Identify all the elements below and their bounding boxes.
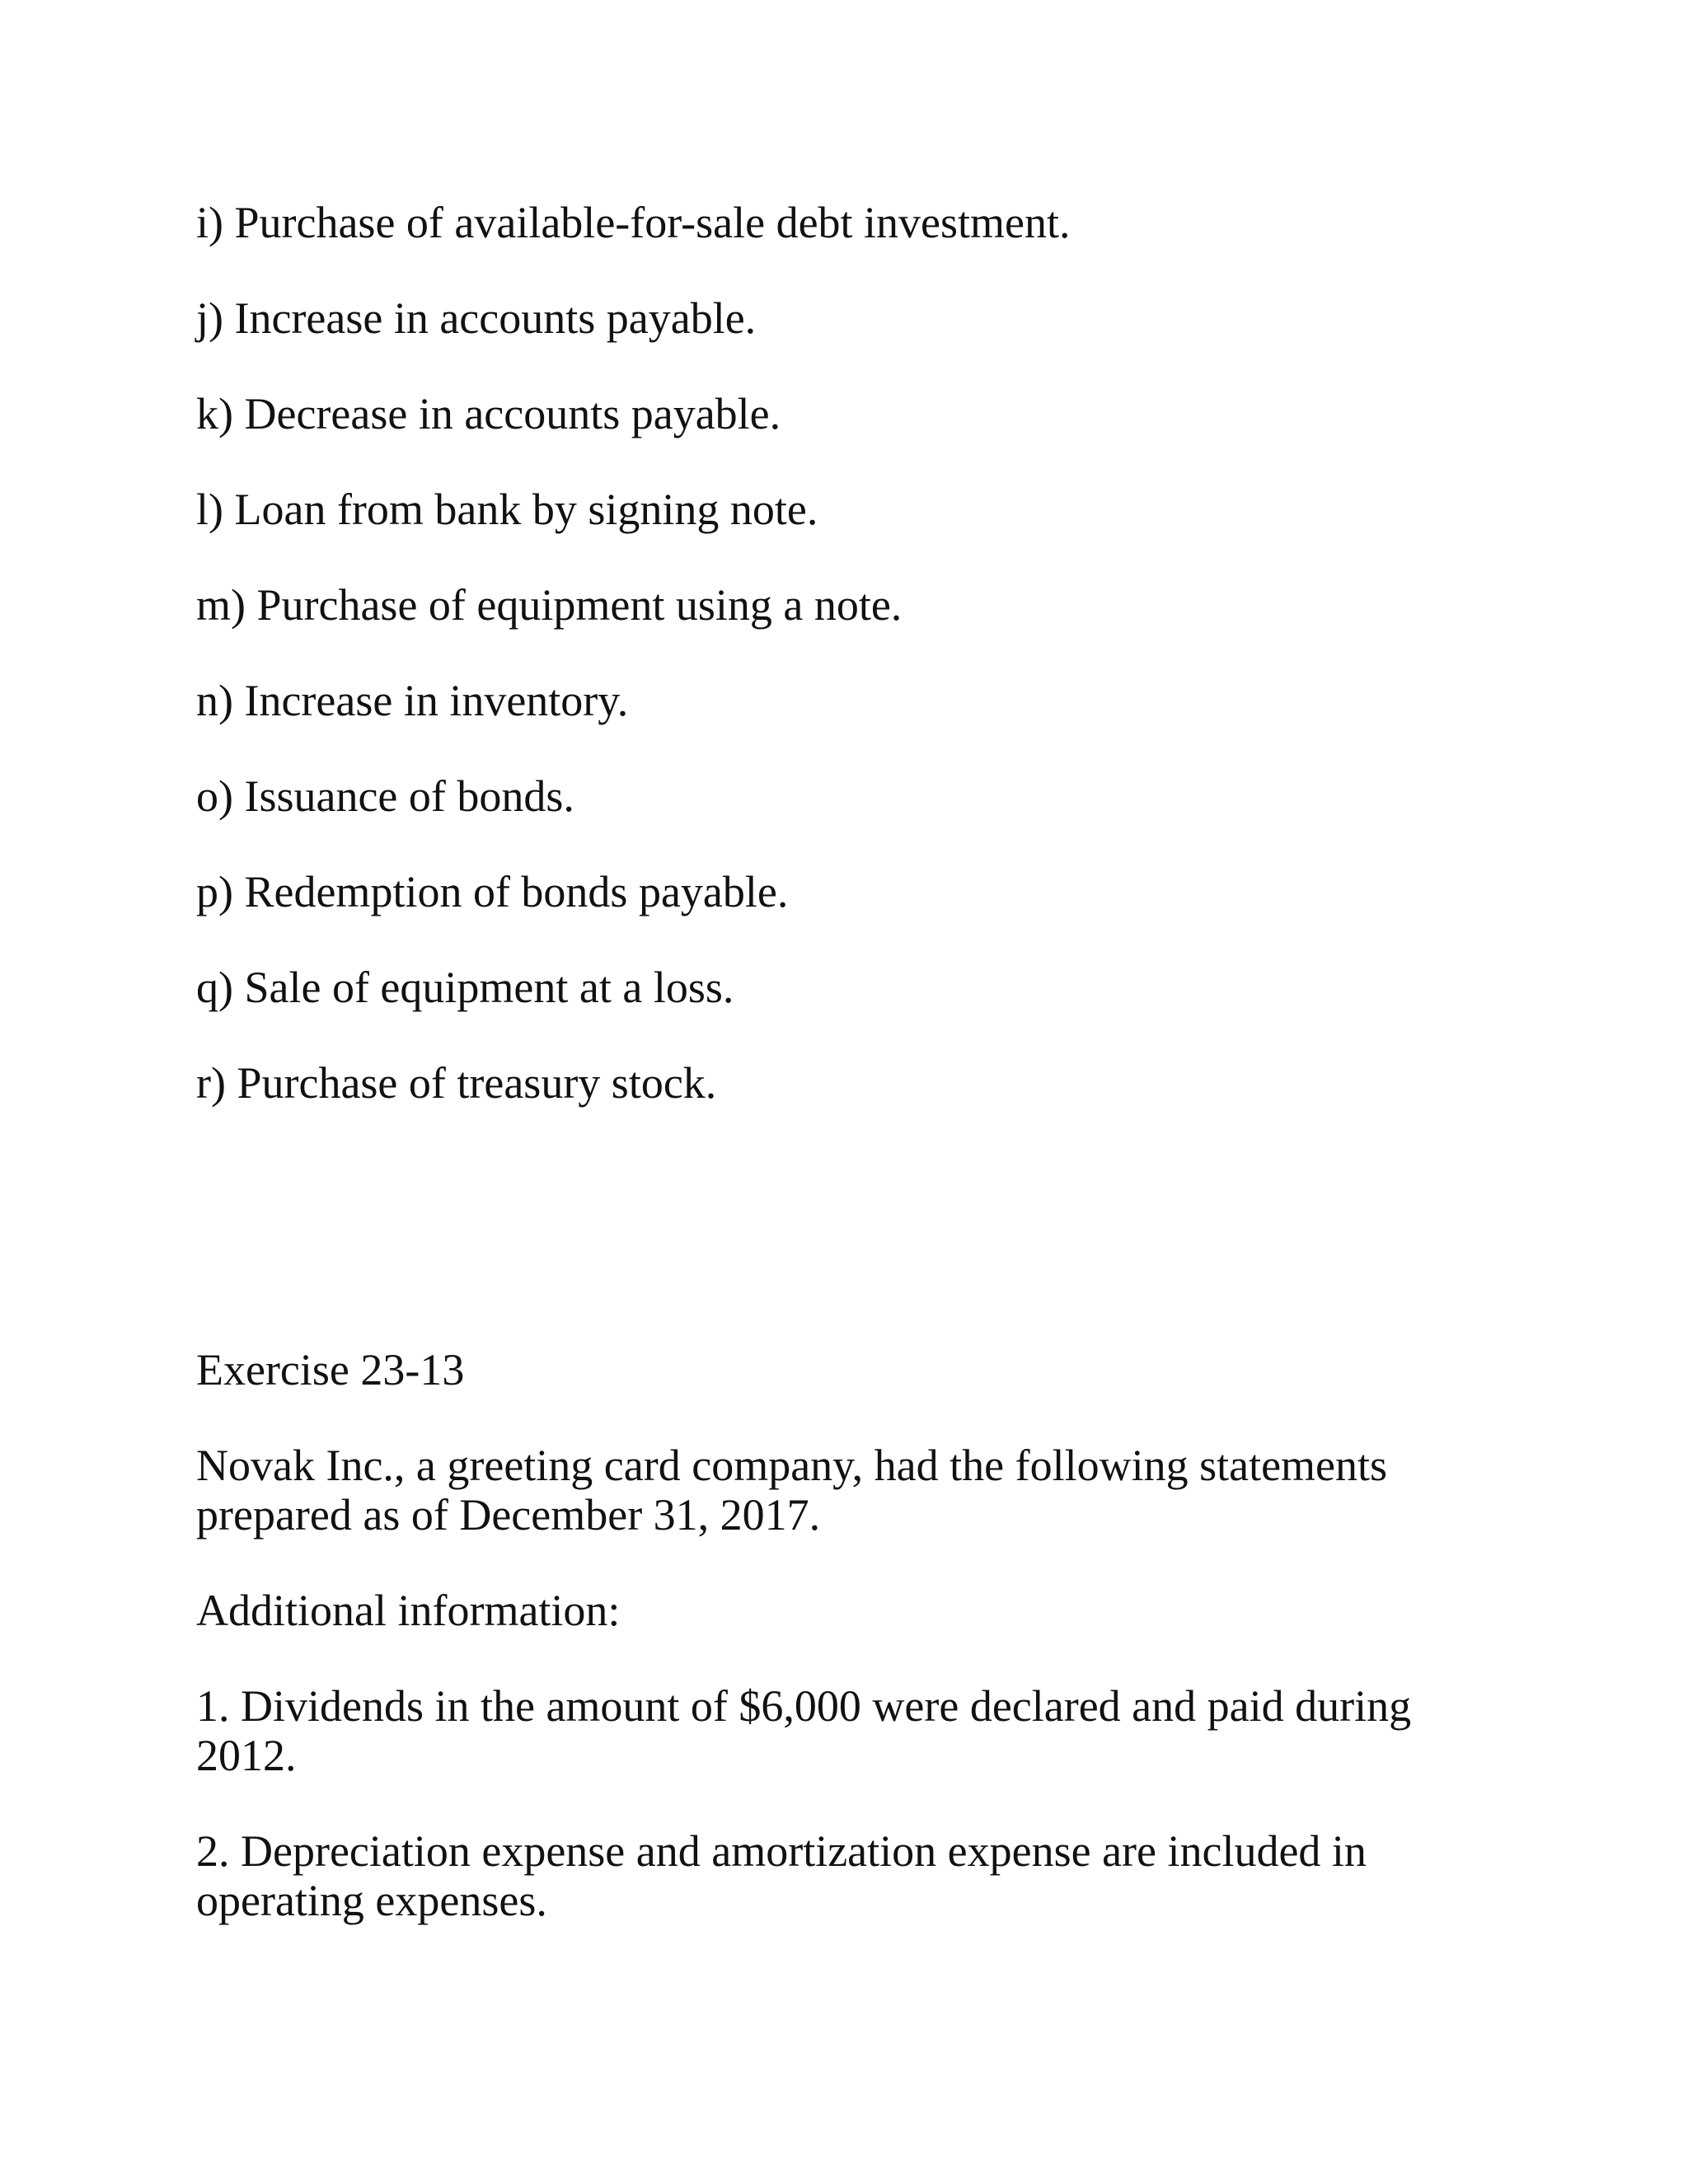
list-item-k: k) Decrease in accounts payable. <box>196 389 781 438</box>
list-item-m: m) Purchase of equipment using a note. <box>196 580 903 630</box>
note-2-line-1: 2. Depreciation expense and amortization expense are included in <box>196 1826 1367 1876</box>
list-item-l: l) Loan from bank by signing note. <box>196 485 818 534</box>
list-item-j: j) Increase in accounts payable. <box>196 293 757 343</box>
list-item-q: q) Sale of equipment at a loss. <box>196 963 734 1012</box>
list-item-o: o) Issuance of bonds. <box>196 771 574 821</box>
note-2-line-2: operating expenses. <box>196 1876 547 1925</box>
list-item-n: n) Increase in inventory. <box>196 676 629 725</box>
additional-information-label: Additional information: <box>196 1586 621 1635</box>
exercise-heading: Exercise 23-13 <box>196 1345 465 1394</box>
list-item-i: i) Purchase of available-for-sale debt investment. <box>196 198 1071 247</box>
list-item-r: r) Purchase of treasury stock. <box>196 1058 717 1108</box>
list-item-p: p) Redemption of bonds payable. <box>196 867 789 916</box>
exercise-intro-line-2: prepared as of December 31, 2017. <box>196 1490 821 1540</box>
note-1-line-1: 1. Dividends in the amount of $6,000 were declared and paid during <box>196 1681 1412 1731</box>
note-1-line-2: 2012. <box>196 1731 297 1780</box>
exercise-intro-line-1: Novak Inc., a greeting card company, had the following statements <box>196 1441 1388 1490</box>
